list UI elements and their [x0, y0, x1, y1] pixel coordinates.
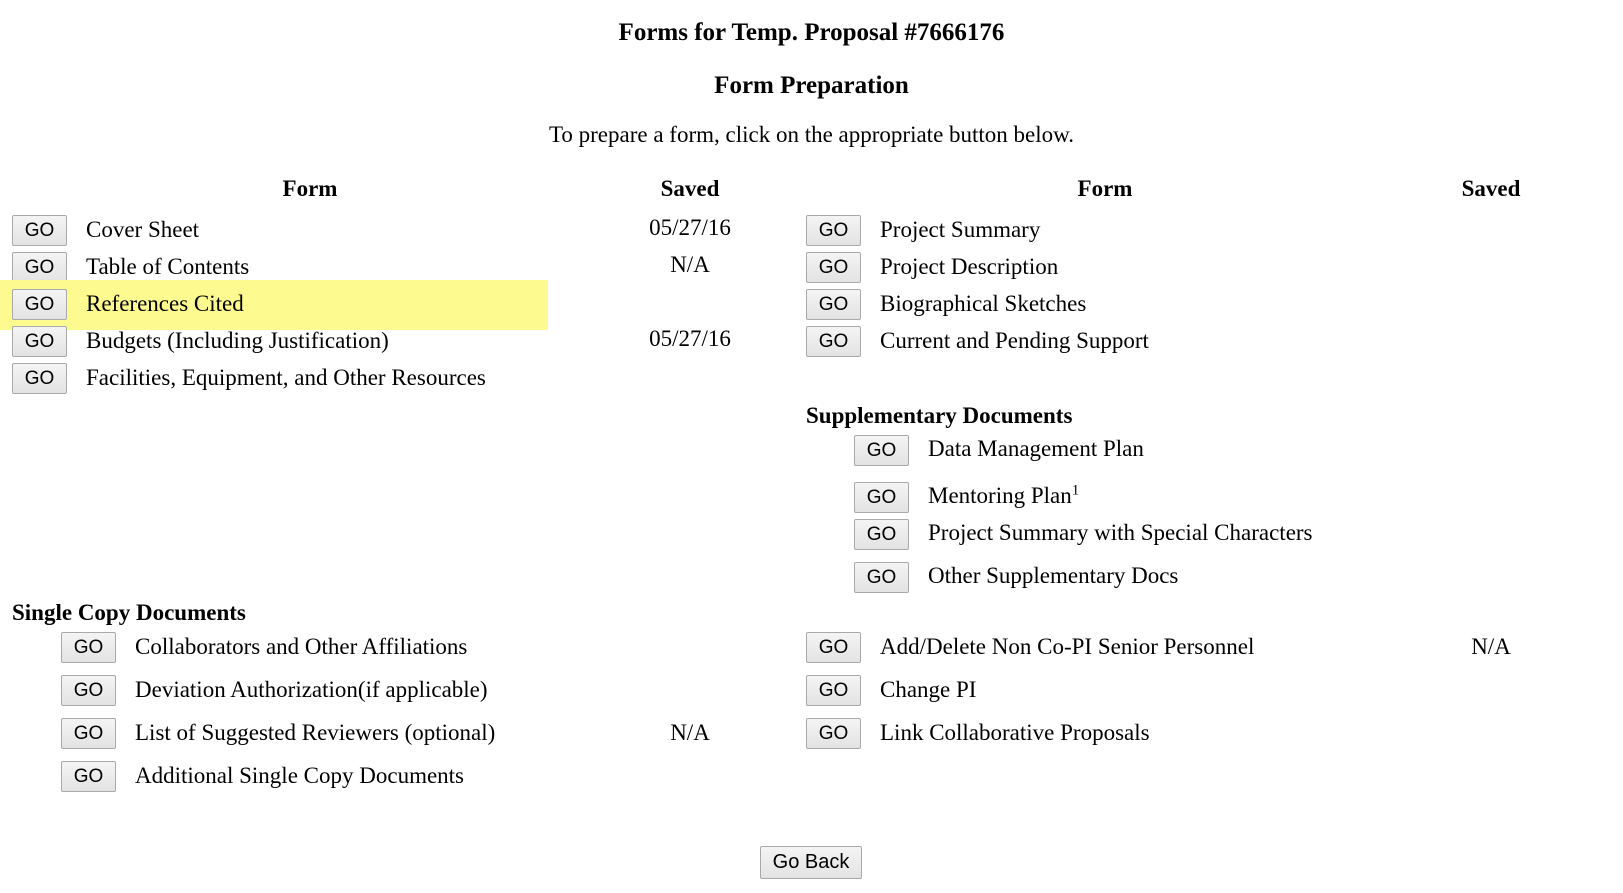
form-label-project-description: Project Description — [880, 254, 1059, 279]
section-title: Form Preparation — [714, 72, 909, 99]
action-label-link-collaborative: Link Collaborative Proposals — [880, 720, 1150, 745]
action-label-add-delete-personnel: Add/Delete Non Co-PI Senior Personnel — [880, 634, 1255, 659]
form-label-budgets: Budgets (Including Justification) — [86, 328, 389, 353]
form-label-references-cited: References Cited — [86, 291, 244, 316]
go-button-project-description[interactable]: GO — [806, 252, 861, 283]
go-button-additional-single-copy[interactable]: GO — [61, 761, 116, 792]
single-copy-label-deviation-authorization: Deviation Authorization(if applicable) — [135, 677, 488, 702]
go-button-change-pi[interactable]: GO — [806, 675, 861, 706]
go-button-collaborators[interactable]: GO — [61, 632, 116, 663]
right-saved-column-header: Saved — [1461, 176, 1521, 201]
action-label-change-pi: Change PI — [880, 677, 977, 702]
form-label-table-of-contents: Table of Contents — [86, 254, 250, 279]
footnote-marker: 1 — [1071, 482, 1080, 499]
saved-date-cover-sheet: 05/27/16 — [649, 215, 731, 240]
go-button-cover-sheet[interactable]: GO — [12, 215, 67, 246]
supp-label-project-summary-special-chars: Project Summary with Special Characters — [928, 520, 1313, 545]
go-button-suggested-reviewers[interactable]: GO — [61, 718, 116, 749]
saved-date-table-of-contents: N/A — [670, 252, 710, 277]
go-button-references-cited[interactable]: GO — [12, 289, 67, 320]
supp-label-data-management-plan: Data Management Plan — [928, 436, 1144, 461]
left-saved-column-header: Saved — [660, 176, 720, 201]
form-label-project-summary: Project Summary — [880, 217, 1041, 242]
go-button-budgets[interactable]: GO — [12, 326, 67, 357]
go-button-table-of-contents[interactable]: GO — [12, 252, 67, 283]
single-copy-label-additional-single-copy: Additional Single Copy Documents — [135, 763, 465, 788]
form-label-cover-sheet: Cover Sheet — [86, 217, 200, 242]
page-title: Forms for Temp. Proposal #7666176 — [618, 19, 1005, 46]
go-button-link-collaborative[interactable]: GO — [806, 718, 861, 749]
go-button-other-supplementary-docs[interactable]: GO — [854, 562, 909, 593]
go-button-deviation-authorization[interactable]: GO — [61, 675, 116, 706]
go-button-add-delete-personnel[interactable]: GO — [806, 632, 861, 663]
supp-label-mentoring-plan — [928, 480, 1079, 511]
form-label-current-pending-support: Current and Pending Support — [880, 328, 1149, 353]
instructions-text: To prepare a form, click on the appropriate button below. — [548, 122, 1075, 147]
single-copy-label-collaborators: Collaborators and Other Affiliations — [135, 634, 468, 659]
saved-date-add-delete-personnel: N/A — [1471, 634, 1511, 659]
go-button-project-summary-special-chars[interactable]: GO — [854, 519, 909, 550]
single-copy-documents-heading: Single Copy Documents — [12, 600, 246, 625]
left-form-column-header: Form — [282, 176, 338, 201]
form-label-biographical-sketches: Biographical Sketches — [880, 291, 1087, 316]
go-button-facilities[interactable]: GO — [12, 363, 67, 394]
supplementary-documents-heading: Supplementary Documents — [806, 403, 1073, 428]
go-button-mentoring-plan[interactable]: GO — [854, 482, 909, 513]
go-button-project-summary[interactable]: GO — [806, 215, 861, 246]
supp-label-mentoring-plan-text: Mentoring Plan — [928, 483, 1072, 508]
supp-label-other-supplementary-docs: Other Supplementary Docs — [928, 563, 1179, 588]
go-button-data-management-plan[interactable]: GO — [854, 435, 909, 466]
go-button-biographical-sketches[interactable]: GO — [806, 289, 861, 320]
right-form-column-header: Form — [1077, 176, 1133, 201]
row-highlight — [0, 280, 548, 330]
saved-date-suggested-reviewers: N/A — [670, 720, 710, 745]
go-button-current-pending-support[interactable]: GO — [806, 326, 861, 357]
form-label-facilities: Facilities, Equipment, and Other Resources — [86, 365, 486, 390]
saved-date-budgets: 05/27/16 — [649, 326, 731, 351]
single-copy-label-suggested-reviewers: List of Suggested Reviewers (optional) — [135, 720, 496, 745]
go-back-button[interactable]: Go Back — [760, 846, 862, 879]
